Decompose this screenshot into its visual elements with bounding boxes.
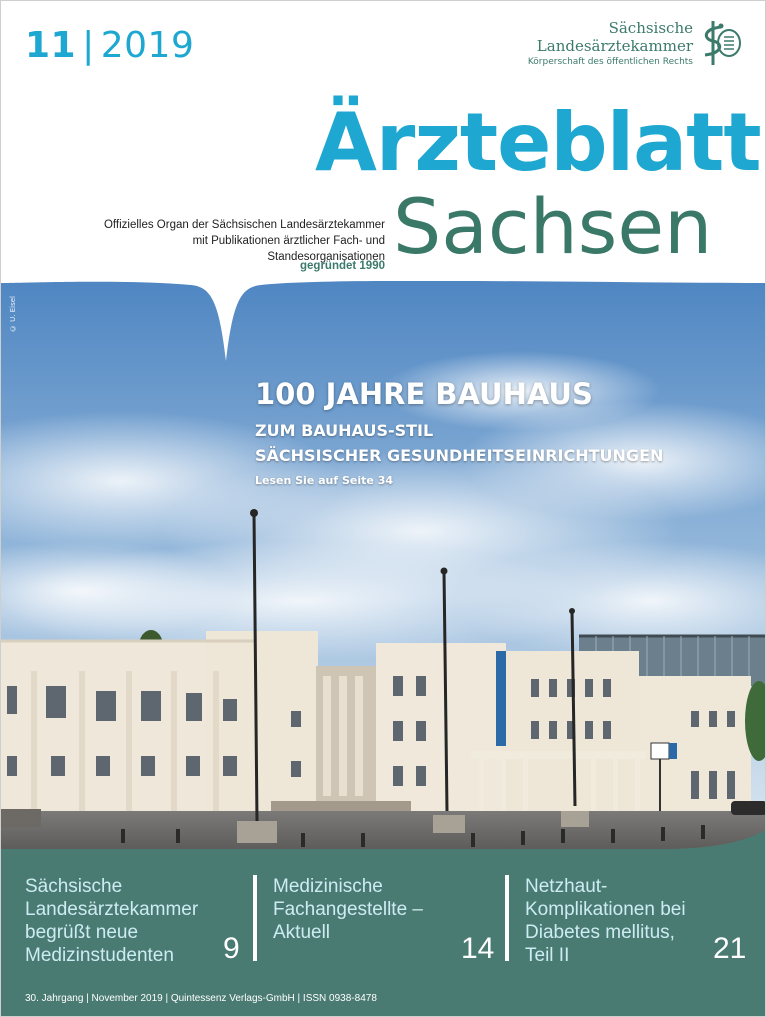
photo-credit: © U. Eisel xyxy=(9,296,17,333)
issue-label xyxy=(25,25,194,66)
chamber-logo xyxy=(513,17,743,73)
teaser-2-page xyxy=(461,937,494,944)
teaser-2-line-2: Fachangestellte – xyxy=(273,899,423,920)
teaser-1-line-2: Landesärztekammer xyxy=(25,899,199,920)
teaser-1[interactable] xyxy=(25,875,249,967)
subtitle xyxy=(81,217,385,265)
title-sachsen: Sachsen xyxy=(393,182,713,271)
teaser-1-page: 9 xyxy=(223,932,240,965)
teaser-2[interactable] xyxy=(273,875,499,944)
subtitle-line-2: mit Publikationen ärztlicher Fach- und Standesorganisationen xyxy=(192,235,385,263)
cover-headline: 100 JAHRE BAUHAUS xyxy=(255,377,593,411)
teaser-1-line-4: Medizinstudenten xyxy=(25,945,174,966)
aesculapius-seal-icon xyxy=(699,17,743,67)
logo-line-2: Landesärztekammer xyxy=(536,37,693,55)
teaser-3-line-3: Diabetes mellitus, xyxy=(525,922,675,943)
cover-photo xyxy=(1,281,766,851)
founded-label: gegründet 1990 xyxy=(300,260,385,272)
teaser-2-line-3: Aktuell xyxy=(273,922,331,943)
teaser-divider-1 xyxy=(253,875,257,961)
cover-subheadline-1: ZUM BAUHAUS-STIL xyxy=(255,421,434,440)
logo-line-1: Sächsische xyxy=(608,19,693,37)
imprint-footer: 30. Jahrgang | November 2019 | Quintessenz Verlags-GmbH | ISSN 0938-8478 xyxy=(25,993,377,1004)
teaser-3-line-4: Teil II xyxy=(525,945,570,966)
subtitle-line-1: Offizielles Organ der Sächsischen Landesärztekammer xyxy=(103,219,385,231)
teaser-3[interactable] xyxy=(525,875,751,967)
logo-line-3: Körperschaft des öffentlichen Rechts xyxy=(527,57,693,67)
issue-number: 11 xyxy=(25,25,77,66)
teaser-divider-2 xyxy=(505,875,509,961)
read-on-link[interactable]: Lesen Sie auf Seite 34 xyxy=(255,474,393,487)
teaser-3-page: 21 xyxy=(713,932,747,965)
cover-subheadline-2: SÄCHSISCHER GESUNDHEITSEINRICHTUNGEN xyxy=(255,446,664,465)
title-aerzteblatt: Ärzteblatt xyxy=(315,96,761,189)
teaser-1-line-3: begrüßt neue xyxy=(25,922,139,943)
issue-separator: | xyxy=(82,25,95,66)
teaser-1-line-1: Sächsische xyxy=(25,876,123,897)
teaser-3-line-2: Komplikationen bei xyxy=(525,899,686,920)
teaser-2-line-1: Medizinische xyxy=(273,876,383,897)
teaser-3-line-1: Netzhaut- xyxy=(525,876,608,897)
issue-year: 2019 xyxy=(100,25,195,66)
